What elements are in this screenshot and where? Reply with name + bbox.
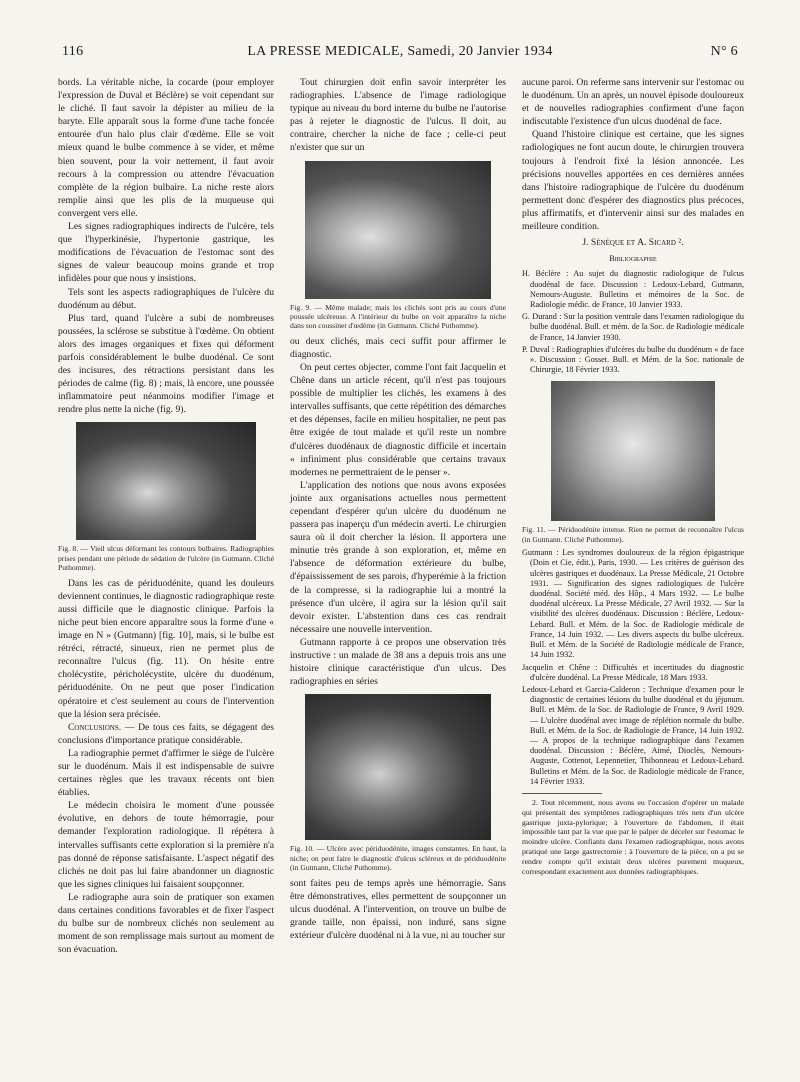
page-number: 116	[62, 44, 84, 59]
radiograph-image	[305, 694, 491, 840]
column-2	[290, 76, 506, 942]
bibliography-entry: H. Béclère : Au sujet du diagnostic radiologique de l'ulcus duodénal de face. Discussion : Ledoux-Lebard, Gutmann, Nemours-Auguste. Bulletins et mémoires de la Soc. de Radiologie médic. de France, 10 Janvier 1933.	[522, 269, 744, 310]
bibliography-entry: P. Duval : Radiographies d'ulcères du bulbe du duodénum « de face ». Discussion : Gosset. Bull. et Mém. de la Soc. nationale de Chirurgie, 18 Février 1933.	[522, 344, 744, 375]
figure-9	[290, 161, 506, 331]
radiograph-image	[305, 161, 491, 299]
paragraph: Plus tard, quand l'ulcère a subi de nombreuses poussées, la sclérose se substitue à l'œdème. On obtient alors des images organiques et fixes qui déforment parfois considérablement le bulbe duodénal. Ce sont des incisures, des rétractions persistant dans les périodes de calme (fig. 8) ; mais, là encore, une poussée inflammatoire peut néanmoins modifier l'image et rendre plus nette la niche (fig. 9).	[58, 312, 274, 416]
paragraph: La radiographie permet d'affirmer le siège de l'ulcère sur le duodénum. Mais il est indispensable de suivre certaines règles que les travaux récents ont bien établies.	[58, 747, 274, 799]
figure-8	[58, 422, 274, 572]
paragraph: Les signes radiographiques indirects de l'ulcère, tels que l'hyperkinésie, l'hypertonie gastrique, les modifications de l'évacuation de l'estomac sont des signes de valeur beaucoup moins grande et trop infidèles pour que nous y insistions.	[58, 221, 274, 285]
paragraph: Quand l'histoire clinique est certaine, que les signes radiologiques ne font aucun doute, le chirurgien trouvera toujours à l'endroit fixé la lésion annoncée. Les précisions nouvelles apportées en ces dernières années dans l'histoire radiographique de l'ulcère du duodénum permettent donc d'espérer des diagnostics plus précoces, plus affirmatifs, et d'intervenir ainsi sur des malades en meilleure condition.	[522, 129, 744, 233]
paragraph: L'application des notions que nous avons exposées jointe aux organisations actuelles nous permettent cependant d'espérer qu'un ulcère du duodénum ne passera pas inaperçu d'un médecin averti. Le chirurgien saura où il doit chercher la lésion. Il apportera une minutie très grande à son exploration, et, même en l'absence de déformation extérieure du bulbe, d'épaississement de ses parois, d'hyperémie à la friction de la compresse, si la radiographie lui a montré la présence d'un ulcère, il agira sur la lésion qu'il sait devoir exister. L'abstention dans ces cas rendrait nécessaire une nouvelle intervention.	[290, 479, 506, 635]
bibliography-entry: Gutmann : Les syndromes douloureux de la région épigastrique (Doin et Cie, édit.), Paris, 1930. — Les critères de guérison des ulcères gastriques et duodénaux. La Presse Médicale, 21 Octobre 1931. — Signification des signes radiologiques de l'ulcère duodénal. Société méd. des Hôp., 4 Mars 1932. — Le bulbe duodénal ulcéreux. La Presse Médicale, 27 Avril 1932. — Sur la visibilité des ulcères duodénaux. Discussion : Béclère, Ledoux-Lebard. Bull. et Mém. de la Soc. de Radiologie médicale de France, 14 Juin 1932. — Les divers aspects du bulbe ulcéreux. Bull. et Mém. de la Société de Radiologie médicale de France, 14 Juin 1932.	[522, 548, 744, 660]
paragraph: Le radiographe aura soin de pratiquer son examen dans certaines conditions favorables et de fixer l'aspect du bulbe sur de nombreux clichés non seulement au moment de son remplissage mais surtout au moment de son évacuation.	[58, 891, 274, 956]
page-header	[62, 44, 738, 66]
paragraph: Tout chirurgien doit enfin savoir interpréter les radiographies. L'absence de l'image radiologique typique au niveau du bord interne du bulbe ne l'autorise pas à rejeter le diagnostic de l'ulcus. Il doit, au contraire, chercher la niche de face ; celle-ci peut n'exister que sur un	[290, 77, 506, 154]
paragraph: sont faites peu de temps après une hémorragie. Sans être démonstratives, elles permettent de soupçonner un ulcus duodénal. A l'intervention, on trouve un bulbe de grande taille, non épaissi, non induré, sans signe extérieur d'ulcère duodénal ni à la vue, ni au toucher sur	[290, 877, 506, 941]
paragraph	[58, 721, 274, 747]
paragraph-text: — De tous ces faits, se dégagent des conclusions d'importance pratique considérable.	[58, 721, 274, 746]
journal-title: LA PRESSE MEDICALE, Samedi, 20 Janvier 1934	[247, 44, 553, 59]
footnote-divider	[522, 793, 602, 794]
bibliography-entry: G. Durand : Sur la position ventrale dans l'examen radiologique du bulbe duodénal. Bull. et mém. de la Soc. de Radiologie médicale de France, 14 Janvier 1930.	[522, 312, 744, 342]
bibliography	[522, 269, 744, 375]
bibliography-entry: Ledoux-Lebard et Garcia-Calderon : Technique d'examen pour le diagnostic de certaines lésions du bulbe duodénal et du jéjunum. Bull. et Mém. de la Soc. de Radiologie de France, 9 Avril 1929. — L'ulcère duodénal avec image de réplétion normale du bulbe. Bull. et Mém. de la Soc. de Radiologie de France, 14 Juin 1932. — A propos de la technique radiographique dans l'examen duodénal. Discussion : Béclère, Aimé, Dioclès, Nemours-Auguste, Cottenot, Lepennetier, Thibonneau et Ledoux-Lebard. Bulletins et Mém. de la Soc. de Radiologie médicale de France, 14 Février 1933.	[522, 684, 744, 786]
figure-caption: Fig. 10. — Ulcère avec périduodénite, images constantes. En haut, la niche; on peut faire le diagnostic d'ulcus scléreux et de périduodénite (in Gutmann, Cliché Puthomme).	[290, 844, 506, 873]
paragraph: aucune paroi. On referme sans intervenir sur l'estomac ou le duodénum. Un an après, un nouvel épisode douloureux et de nouvelles radiographies confirment d'une façon indiscutable l'existence d'un ulcus duodénal de face.	[522, 77, 744, 128]
bibliography-title: Bibliographie	[609, 254, 657, 264]
paragraph: ou deux clichés, mais ceci suffit pour affirmer le diagnostic.	[290, 335, 506, 360]
column-1	[58, 76, 274, 956]
paragraph: Dans les cas de périduodénite, quand les douleurs deviennent continues, le diagnostic radiographique reste aussi difficile que le diagnostic clinique. Parfois la niche peut bien encore apparaître sous la forme d'une « image en N » (Gutmann) [fig. 10], mais, si le bulbe est rétréci, rétracté, sinueux, rien ne permet plus de reconnaître l'ulcus (fig. 11). On hésite entre cholécystite, péricholécystite, ulcère du duodénum, périduodénite. On ne peut que poser l'indication opératoire et c'est seulement au cours de l'intervention que la lésion sera précisée.	[58, 577, 274, 720]
bibliography-entry: Jacquelin et Chêne : Difficultés et incertitudes du diagnostic d'ulcère duodénal. La Presse Médicale, 18 Mars 1933.	[522, 662, 744, 682]
figure-11	[522, 381, 744, 544]
figure-caption: Fig. 9. — Même malade; mais les clichés sont pris au cours d'une poussée ulcéreuse. A l'intérieur du bulbe on voit apparaître la niche dans son coussinet d'œdème (in Gutmann. Cliché Puthomme).	[290, 302, 506, 331]
figure-caption: Fig. 11. — Périduodénite intense. Rien ne permet de reconnaître l'ulcus (in Gutmann. Cliché Puthomme).	[522, 525, 744, 544]
issue-number: N° 6	[710, 44, 738, 59]
paragraph: Tels sont les aspects radiographiques de l'ulcère du duodénum au début.	[58, 286, 274, 311]
paragraph: bords. La véritable niche, la cocarde (pour employer l'expression de Duval et Béclère) se voit cependant sur le cliché. Il faut savoir la dépister au milieu de la baryte. Elle apparaît sous la forme d'une tache foncée entourée d'un halo plus clair d'œdème. Elle se voit mieux quand le bulbe commence à se vider, et même bien souvent, pour la voir nettement, il faut avoir recours à la compression ou attendre l'évacuation complète de la région bulbaire. La niche reste alors remplie ainsi que les plis de la muqueuse qui convergent vers elle.	[58, 77, 274, 219]
paragraph: Le médecin choisira le moment d'une poussée évolutive, en dehors de toute hémorragie, pour demander l'exploration radiologique. Il répétera à intervalles suffisants cette exploration si la première n'a pas donné de réponse satisfaisante. L'aspect négatif des clichés ne doit pas lui faire abandonner un diagnostic que les signes cliniques lui faisaient soupçonner.	[58, 800, 274, 890]
figure-10	[290, 694, 506, 872]
author-signature: J. Sénèque et A. Sicard ².	[582, 237, 684, 249]
paragraph: Gutmann rapporte à ce propos une observation très instructive : un malade de 38 ans a depuis trois ans une histoire clinique caractéristique d'un ulcus. Des radiographies en séries	[290, 636, 506, 688]
section-label: Conclusions.	[68, 721, 122, 733]
paragraph: On peut certes objecter, comme l'ont fait Jacquelin et Chêne dans un article récent, qu'il n'est pas toujours possible de multiplier les clichés, les examens à des intervalles suffisants, que cette répétition des démarches et des dépenses, facile en milieu hospitalier, ne peut pas être exigée de tout malade et qu'il reste un nombre d'ulcères duodénaux de diagnostic difficile et incertain « infiniment plus considérable que certains travaux modernes ne permettraient de le penser ».	[290, 361, 506, 478]
radiograph-image	[76, 422, 256, 540]
figure-caption: Fig. 8. — Vieil ulcus déformant les contours bulbaires. Radiographies prises pendant une période de sédation de l'ulcère (in Gutmann. Cliché Puthomme).	[58, 544, 274, 573]
column-3	[522, 76, 744, 876]
radiograph-image	[551, 381, 715, 521]
bibliography-continued	[522, 548, 744, 787]
footnote: 2. Tout récemment, nous avons eu l'occasion d'opérer un malade qui présentait des symptômes radiographiques très nets d'un ulcère gastrique juxta-pylorique; à l'ouverture de l'abdomen, il était impossible tant par la vue que par le palper de déceler sur l'estomac le moindre ulcère. Confiants dans l'examen radiographique, nous avons pratiqué une large gastrectomie : à l'ouverture de la pièce, on a pu se rendre compte qu'il existait deux ulcères purement muqueux, correspondant exactement aux données radiographiques.	[522, 797, 744, 876]
